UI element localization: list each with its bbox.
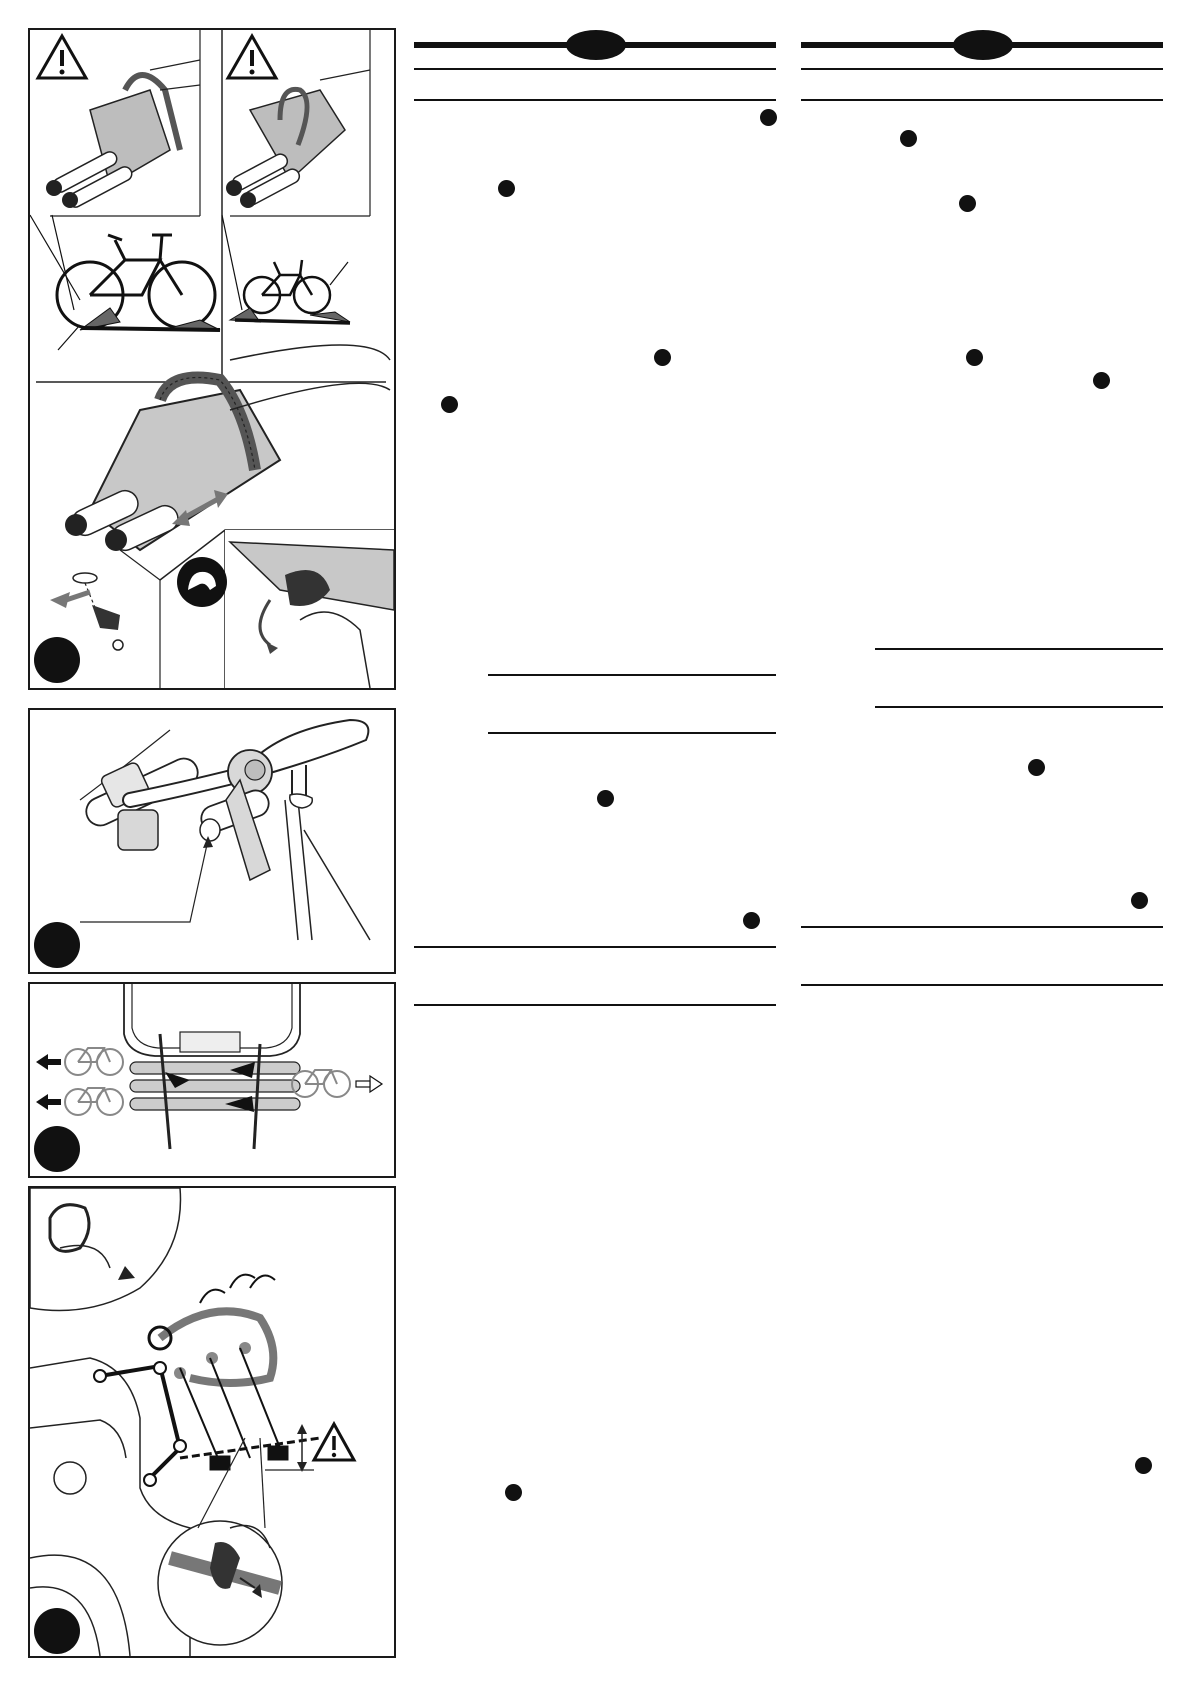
column-right-section-rule xyxy=(875,706,1163,708)
figure-ref-marker xyxy=(966,349,983,366)
figure-3-panel xyxy=(28,982,396,1178)
warning-triangle-icon xyxy=(314,1424,354,1460)
figure-1-step-badge xyxy=(34,637,80,683)
figure-3-step-badge xyxy=(34,1126,80,1172)
figure-3-illustration xyxy=(30,984,394,1176)
figure-ref-marker xyxy=(1135,1457,1152,1474)
column-right-section-rule xyxy=(801,926,1163,928)
bicycle-icon-3 xyxy=(292,1070,350,1097)
figure-ref-marker xyxy=(760,109,777,126)
column-right-section-rule xyxy=(875,648,1163,650)
column-right-title-rule-bottom xyxy=(801,99,1163,101)
figure-2-panel xyxy=(28,708,396,974)
figure-2-illustration xyxy=(30,710,394,972)
wheel-holder-detail-2 xyxy=(226,70,370,208)
arrow-left-icon xyxy=(36,1094,61,1110)
warning-triangle-icon xyxy=(228,36,276,78)
bicycle-small-drawing xyxy=(222,215,350,323)
figure-ref-marker xyxy=(505,1484,522,1501)
wheel-holder-detail-1 xyxy=(46,60,200,210)
column-left-section-rule xyxy=(488,674,776,676)
flexed-arm-icon xyxy=(177,557,227,607)
figure-ref-marker xyxy=(900,130,917,147)
detail-strap-hook xyxy=(30,1188,181,1311)
figure-4-illustration xyxy=(30,1188,394,1656)
figure-4-panel xyxy=(28,1186,396,1658)
figure-1-illustration xyxy=(30,30,394,688)
rack-structure-drawing xyxy=(94,1275,320,1486)
column-left-title-rule-bottom xyxy=(414,99,776,101)
figure-1-panel xyxy=(28,28,396,690)
figure-4-step-badge xyxy=(34,1608,80,1654)
figure-ref-marker xyxy=(597,790,614,807)
bicycle-icon-2 xyxy=(65,1088,123,1115)
bicycle-large-drawing xyxy=(30,215,220,350)
arrow-left-icon xyxy=(36,1054,61,1070)
figure-ref-marker xyxy=(743,912,760,929)
column-left-section-rule xyxy=(414,946,776,948)
figure-ref-marker xyxy=(959,195,976,212)
warning-triangle-icon xyxy=(38,36,86,78)
figure-ref-marker xyxy=(1028,759,1045,776)
bicycle-icon-1 xyxy=(65,1048,123,1075)
column-left-section-rule xyxy=(414,1004,776,1006)
figure-ref-marker xyxy=(654,349,671,366)
arrow-right-icon xyxy=(356,1076,382,1092)
frame-adapter-drawing xyxy=(80,730,272,880)
figure-ref-marker xyxy=(441,396,458,413)
column-left-section-rule xyxy=(488,732,776,734)
column-left-language-tab xyxy=(566,30,626,60)
figure-ref-marker xyxy=(498,180,515,197)
figure-ref-marker xyxy=(1093,372,1110,389)
column-right-language-tab xyxy=(953,30,1013,60)
column-left-title-rule-top xyxy=(414,68,776,70)
column-right-title-rule-top xyxy=(801,68,1163,70)
inset-knob-tightening xyxy=(225,530,394,688)
column-right-section-rule xyxy=(801,984,1163,986)
figure-2-step-badge xyxy=(34,922,80,968)
figure-ref-marker xyxy=(1131,892,1148,909)
